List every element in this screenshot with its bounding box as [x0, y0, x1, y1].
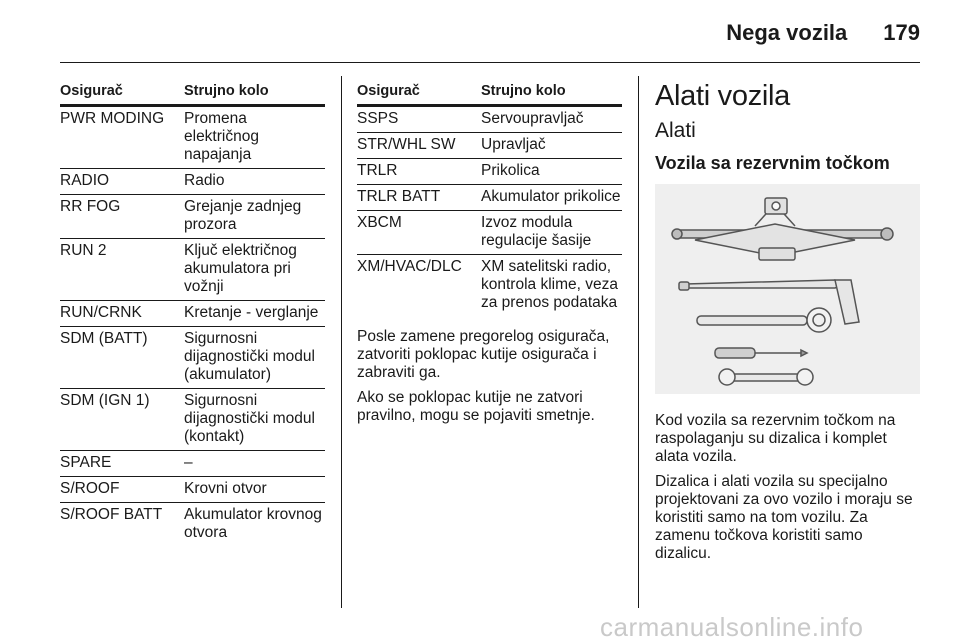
fuse-cell: S/ROOF: [60, 477, 184, 503]
middle-column: [357, 76, 622, 432]
fuse-cell: SDM (IGN 1): [60, 389, 184, 451]
fuse-cell: SDM (BATT): [60, 327, 184, 389]
fuse-cell: XM/HVAC/DLC: [357, 258, 462, 275]
circuit-cell: Servoupravljač: [481, 106, 622, 133]
column-header: Strujno kolo: [184, 76, 325, 106]
sub-subsection-heading: Vozila sa rezervnim točkom: [655, 153, 890, 173]
fuse-cell: XBCM: [357, 211, 481, 255]
fuse-cell: TRLR: [357, 159, 481, 185]
header-rule: [60, 62, 920, 63]
fuse-cell: TRLR BATT: [357, 185, 481, 211]
jack-icon: [672, 198, 893, 260]
spanner-icon: [719, 369, 813, 385]
body-paragraph: Ako se poklopac kutije ne zatvori pravilno, mogu se pojaviti smetnje.: [357, 389, 595, 424]
section-heading: Alati vozila: [655, 80, 791, 112]
fuse-cell: RUN/CRNK: [60, 301, 184, 327]
column-divider: [341, 76, 342, 608]
circuit-cell: Akumulator prikolice: [481, 185, 622, 211]
circuit-cell: Sigurnosni dijagnostički modul (kontakt): [184, 389, 325, 451]
fuse-cell: SSPS: [357, 106, 481, 133]
table-row: [60, 169, 325, 195]
circuit-cell: Sigurnosni dijagnostički modul (akumulator): [184, 327, 325, 389]
fuse-cell: RUN 2: [60, 239, 184, 301]
column-header: Osigurač: [60, 76, 184, 106]
circuit-cell: Akumulator krovnog otvora: [184, 506, 322, 541]
left-column: [60, 76, 325, 546]
table-row: [60, 195, 325, 239]
circuit-cell: Radio: [184, 169, 325, 195]
page-header: [726, 18, 920, 48]
circuit-cell: Prikolica: [481, 159, 622, 185]
column-header: Osigurač: [357, 76, 481, 106]
right-column: [655, 76, 920, 570]
column-header: Strujno kolo: [481, 76, 622, 106]
vehicle-tools-illustration: [655, 184, 920, 394]
circuit-cell: Izvoz modula regulacije šasije: [481, 211, 622, 255]
body-paragraph: Kod vozila sa rezervnim točkom na raspolaganju su dizalica i komplet alata vozila.: [655, 412, 896, 465]
table-row: [60, 106, 325, 169]
circuit-cell: Grejanje zadnjeg prozora: [184, 195, 325, 239]
circuit-cell: Krovni otvor: [184, 477, 325, 503]
section-title: Nega vozila: [726, 20, 848, 45]
fuse-cell: S/ROOF BATT: [60, 506, 163, 523]
table-header-row: [357, 76, 622, 106]
vehicle-tools-image: [655, 184, 920, 394]
table-row: [60, 239, 325, 301]
screwdriver-icon: [715, 348, 807, 358]
table-row: [60, 503, 325, 547]
fuse-cell: STR/WHL SW: [357, 133, 481, 159]
table-row: [357, 185, 622, 211]
watermark: carmanualsonline.info: [600, 612, 864, 642]
subsection-heading: Alati: [655, 119, 696, 142]
circuit-cell: Upravljač: [481, 133, 622, 159]
circuit-cell: –: [184, 451, 325, 477]
fuse-cell: SPARE: [60, 451, 184, 477]
table-row: [60, 451, 325, 477]
body-paragraph: Posle zamene pregorelog osigurača, zatvoriti poklopac kutije osigurača i zabraviti ga.: [357, 328, 610, 381]
circuit-cell: Kretanje - verglanje: [184, 301, 325, 327]
body-paragraph: Dizalica i alati vozila su specijalno projektovani za ovo vozilo i moraju se koristiti samo na tom vozilu. Za zamenu točkova koristiti samo dizalicu.: [655, 473, 913, 562]
page-number: 179: [883, 20, 920, 45]
table-row: [357, 133, 622, 159]
table-row: [357, 106, 622, 133]
fuse-cell: RR FOG: [60, 195, 184, 239]
fuse-table-left: [60, 76, 325, 546]
fuse-cell: PWR MODING: [60, 106, 184, 169]
table-row: [60, 301, 325, 327]
circuit-cell: Ključ električnog akumulatora pri vožnji: [184, 239, 325, 301]
circuit-cell: Promena električnog napajanja: [184, 106, 325, 169]
circuit-cell: XM satelitski radio, kontrola klime, veza za prenos podataka: [481, 258, 618, 311]
column-divider: [638, 76, 639, 608]
table-row: [60, 389, 325, 451]
table-row: [357, 255, 622, 317]
table-row: [357, 211, 622, 255]
towing-eye-icon: [697, 308, 831, 332]
table-row: [60, 327, 325, 389]
fuse-cell: RADIO: [60, 169, 184, 195]
fuse-table-right: [357, 76, 622, 316]
table-row: [357, 159, 622, 185]
table-header-row: [60, 76, 325, 106]
table-row: [60, 477, 325, 503]
